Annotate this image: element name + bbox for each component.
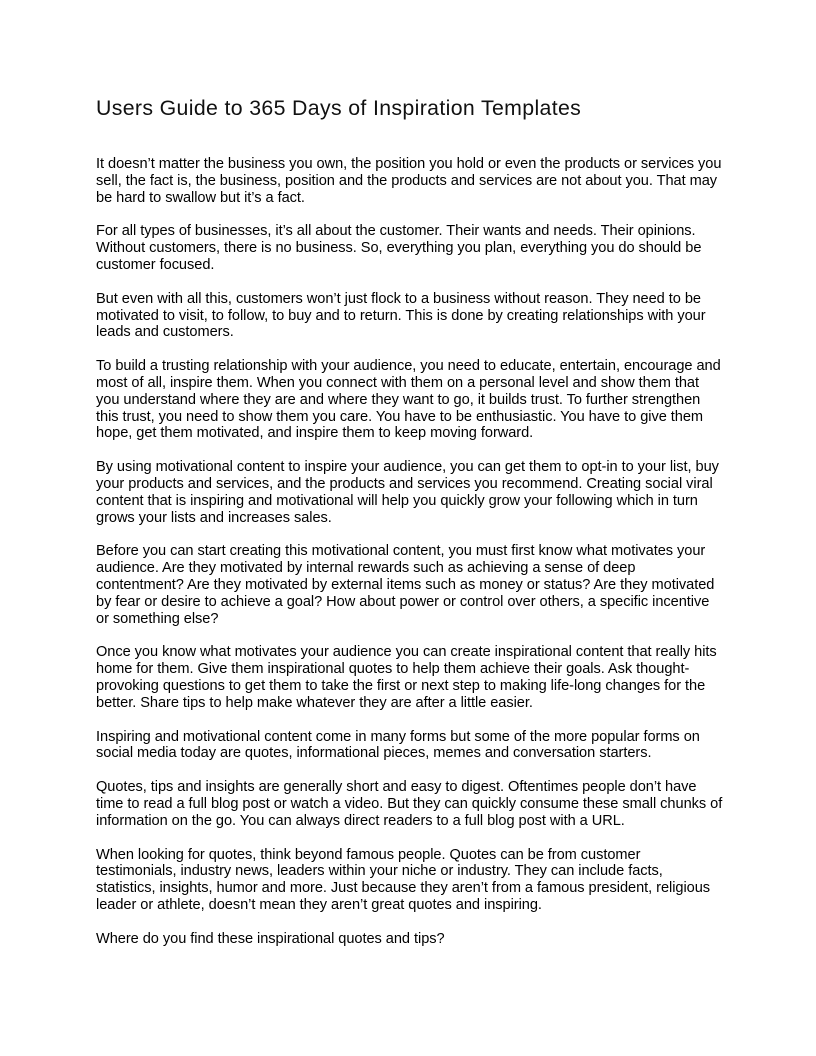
paragraph-5: By using motivational content to inspire your audience, you can get them to opt-in to your list, buy your products and services, and the products and services you recommend. Creating social viral content that is inspiring and motivational will help you quickly grow your following which in turn grows your lists and increases sales. bbox=[96, 459, 719, 526]
paragraph-2: For all types of businesses, it’s all about the customer. Their wants and needs. Their opinions. Without customers, there is no business. So, everything you plan, everything you do should be customer focused. bbox=[96, 223, 702, 273]
paragraph-4: To build a trusting relationship with your audience, you need to educate, entertain, encourage and most of all, inspire them. When you connect with them on a personal level and show them that you understand where they are and where they want to go, it builds trust. To further strengthen this trust, you need to show them you care. You have to be enthusiastic. You have to give them hope, get them motivated, and inspire them to keep moving forward. bbox=[96, 358, 721, 442]
paragraph-11: Where do you find these inspirational quotes and tips? bbox=[96, 930, 445, 947]
paragraph-10: When looking for quotes, think beyond famous people. Quotes can be from customer testimonials, industry news, leaders within your niche or industry. They can include facts, statistics, insights, humor and more. Just because they aren’t from a famous president, religious leader or athlete, doesn’t mean they aren’t great quotes and inspiring. bbox=[96, 846, 711, 913]
paragraph-7: Once you know what motivates your audience you can create inspirational content that really hits home for them. Give them inspirational quotes to help them achieve their goals. Ask thought-provoking questions to get them to take the first or next step to making life-long changes for the better. Share tips to help make whatever they are after a little easier. bbox=[96, 644, 717, 711]
document-title: Users Guide to 365 Days of Inspiration Templates bbox=[96, 96, 582, 120]
document-page bbox=[96, 94, 724, 964]
paragraph-9: Quotes, tips and insights are generally short and easy to digest. Oftentimes people don’t have time to read a full blog post or watch a video. But they can quickly consume these small chunks of information on the go. You can always direct readers to a full blog post with a URL. bbox=[96, 779, 723, 829]
paragraph-1: It doesn’t matter the business you own, the position you hold or even the products or services you sell, the fact is, the business, position and the products and services are not about you. That may be hard to swallow but it’s a fact. bbox=[96, 156, 722, 206]
paragraph-3: But even with all this, customers won’t just flock to a business without reason. They need to be motivated to visit, to follow, to buy and to return. This is done by creating relationships with your leads and customers. bbox=[96, 290, 706, 341]
paragraph-8: Inspiring and motivational content come in many forms but some of the more popular forms on social media today are quotes, informational pieces, memes and conversation starters. bbox=[96, 728, 700, 762]
paragraph-6: Before you can start creating this motivational content, you must first know what motivates your audience. Are they motivated by internal rewards such as achieving a sense of deep contentment? Are they motivated by external items such as money or status? Are they motivated by fear or desire to achieve a goal? How about power or control over others, a specific incentive or something else? bbox=[96, 543, 715, 627]
